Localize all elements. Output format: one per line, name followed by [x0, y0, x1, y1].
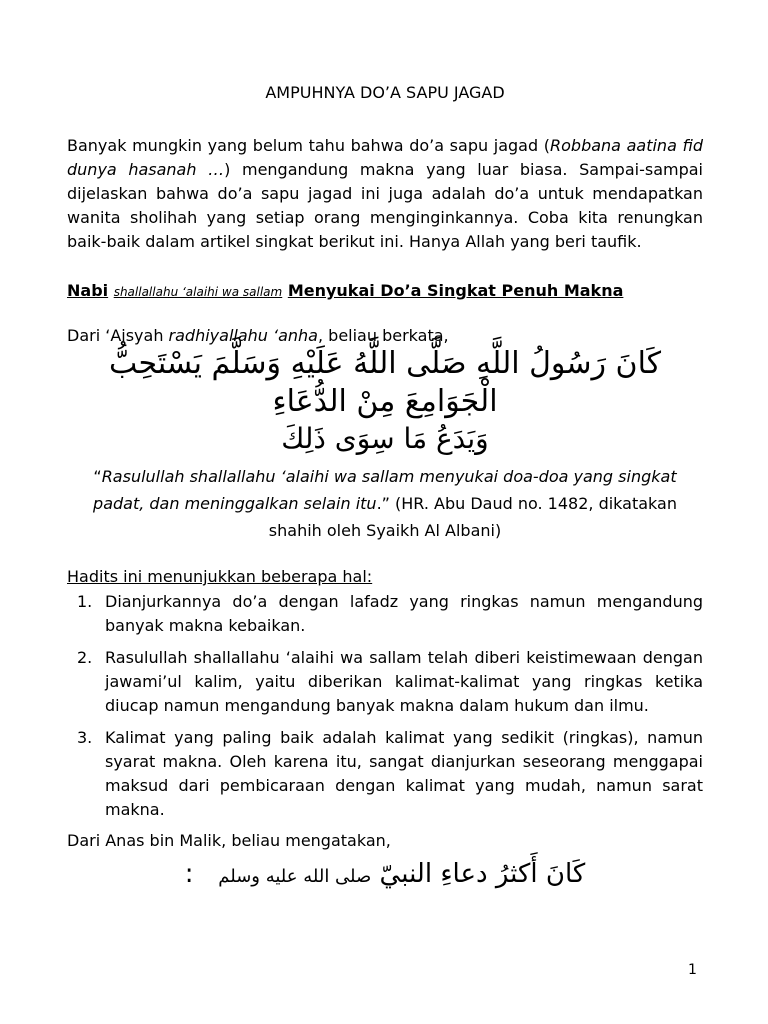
translation-open-quote: “ [93, 467, 102, 486]
arabic-last-main: كَانَ أَكثرُ دعاءِ النبيّ [379, 859, 586, 889]
hadith-intro [67, 325, 703, 347]
heading-nabi: Nabi [67, 281, 109, 300]
section-heading [67, 278, 703, 305]
list-heading: Hadits ini menunjukkan beberapa hal: [67, 567, 373, 586]
points-list [67, 590, 703, 822]
hadith-intro-italic: radhiyallahu ‘anha [168, 326, 318, 345]
list-text: Kalimat yang paling baik adalah kalimat yang sedikit (ringkas), namun syarat makna. Oleh karena itu, sangat dianjurkan seseorang menggapai maksud dari pembicaraan dengan kalimat yang mudah, namun sarat makna. [105, 728, 703, 819]
list-item [67, 646, 703, 718]
hadith-intro-end: , beliau berkata, [317, 326, 449, 345]
hadith-translation [67, 463, 703, 544]
document-title: AMPUHNYA DO’A SAPU JAGAD [265, 83, 505, 102]
list-text: Dianjurkannya do’a dengan lafadz yang ringkas namun mengandung banyak makna kebaikan. [105, 592, 703, 635]
list-number: 2. [77, 648, 93, 667]
intro-paragraph [67, 134, 703, 254]
list-text: Rasulullah shallallahu ‘alaihi wa sallam telah diberi keistimewaan dengan jawami’ul kalim, yaitu diberikan kalimat-kalimat yang ringkas ketika diucap namun mengandung banyak makna dalam hukum dan ilmu. [105, 648, 703, 715]
heading-title: Menyukai Do’a Singkat Penuh Makna [287, 281, 624, 300]
intro-text-start: Banyak mungkin yang belum tahu bahwa do’a sapu jagad ( [67, 136, 550, 155]
hadith-intro-start: Dari ‘Aisyah [67, 326, 169, 345]
anas-intro: Dari Anas bin Malik, beliau mengatakan, [67, 831, 391, 850]
arabic-hadith-line2: وَيَدَعُ مَا سِوَى ذَلِكَ [281, 422, 489, 455]
heading-honorific: shallallahu ‘alaihi wa sallam [113, 285, 283, 299]
translation-italic: Rasulullah shallallahu ‘alaihi wa sallam menyukai doa-doa yang singkat padat, dan meninggalkan selain itu [93, 467, 677, 513]
arabic-hadith-line1: كَانَ رَسُولُ اللَّهِ صَلَّى اللَّهُ عَلَيْهِ وَسَلَّمَ يَسْتَحِبُّ الْجَوَامِعَ مِنْ الدُّعَاءِ [109, 346, 661, 419]
intro-text-italic: Robbana aatina fid dunya hasanah … [67, 136, 703, 179]
intro-text-end: ) mengandung makna yang luar biasa. Sampai-sampai dijelaskan bahwa do’a sapu jagad ini juga adalah do’a untuk mendapatkan wanita sholihah yang setiap orang menginginkannya. Coba kita renungkan baik-baik dalam artikel singkat berikut ini. Hanya Allah yang beri taufik. [67, 160, 703, 251]
page-number: 1 [688, 962, 697, 978]
arabic-last-line [67, 856, 703, 895]
list-item [67, 590, 703, 638]
list-number: 3. [77, 728, 93, 747]
arabic-last-colon: : [184, 859, 194, 889]
list-number: 1. [77, 592, 93, 611]
arabic-last-salawat: صلى الله عليه وسلم [218, 866, 372, 887]
document-page [67, 80, 703, 895]
list-item [67, 726, 703, 822]
translation-source: .” (HR. Abu Daud no. 1482, dikatakan shahih oleh Syaikh Al Albani) [268, 494, 677, 540]
